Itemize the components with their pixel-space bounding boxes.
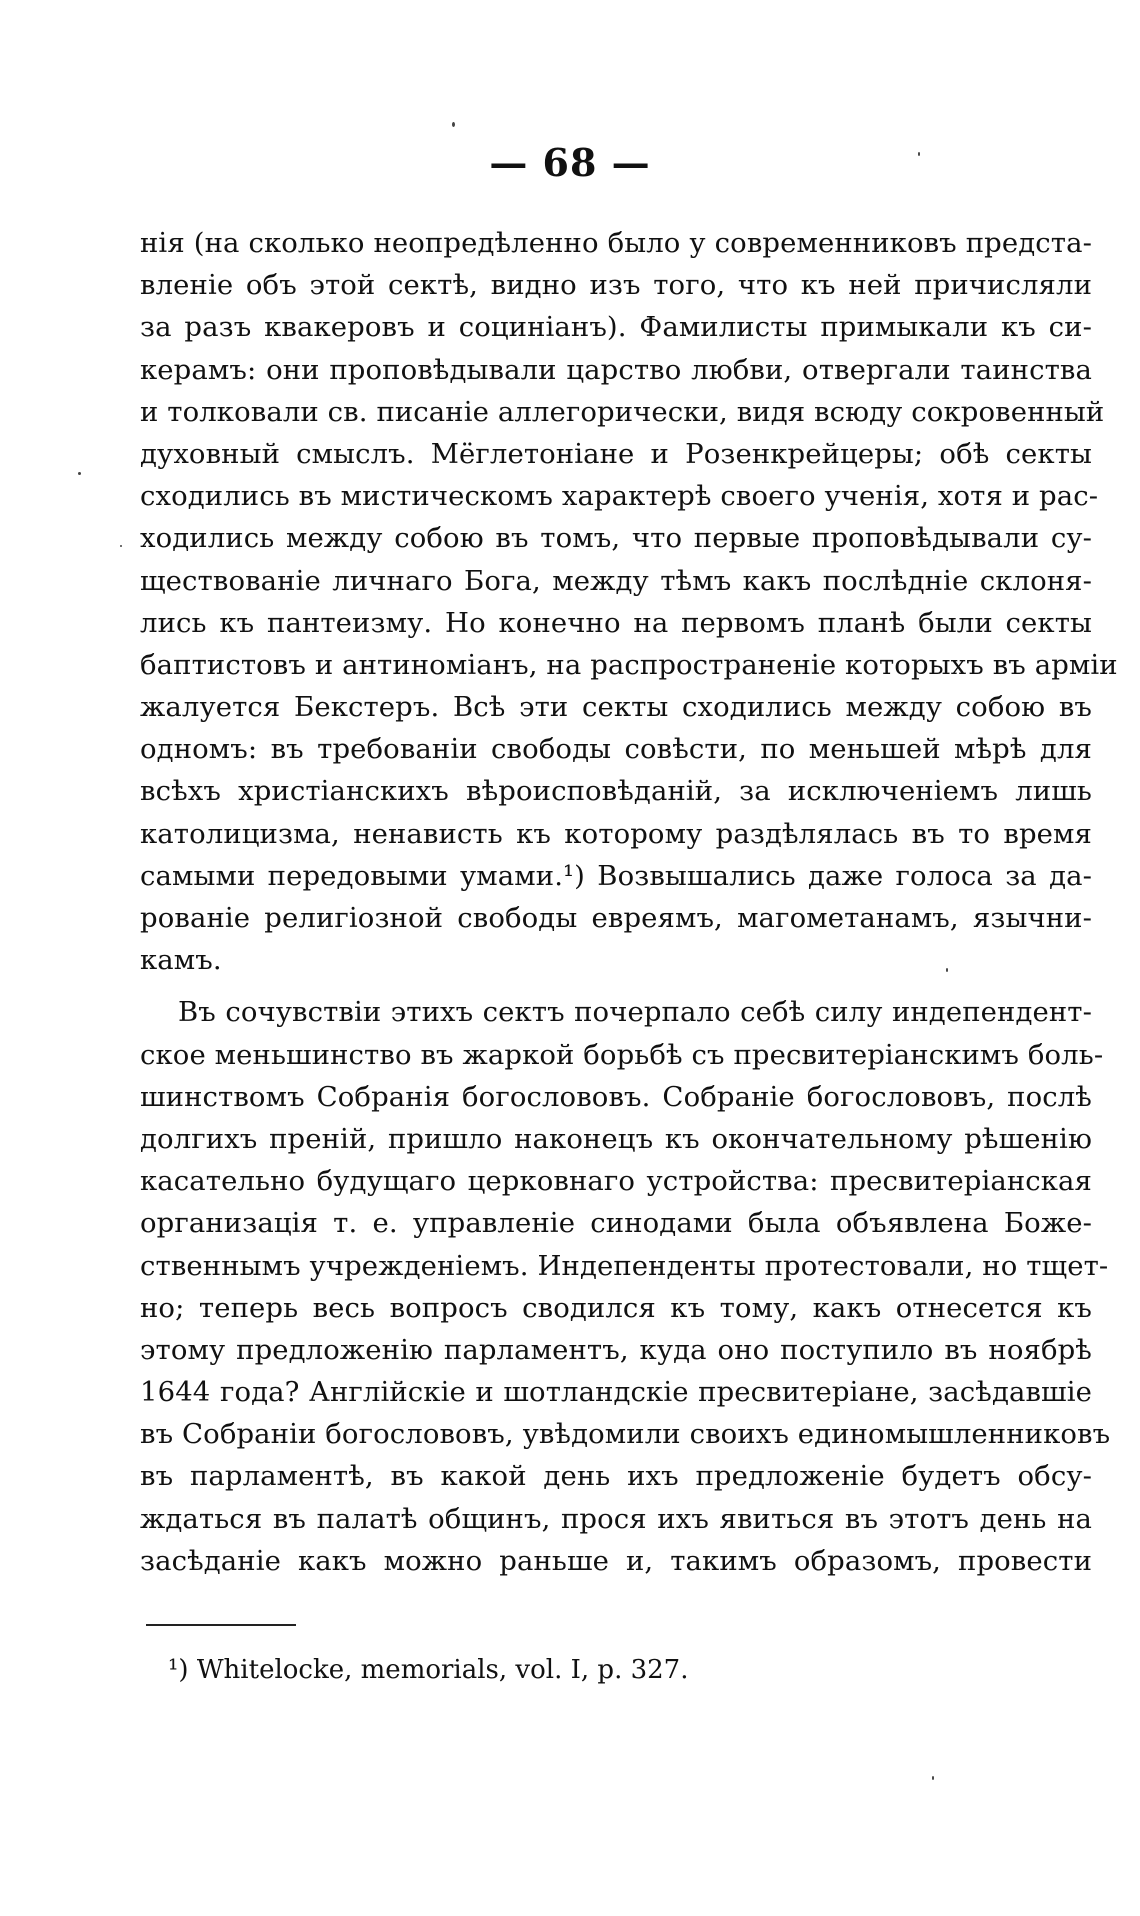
text-line: 1644 года? Англійскіе и шотландскіе пресвитеріане, засѣдавшіе xyxy=(140,1376,1092,1409)
text-line: и толковали св. писаніе аллегорически, видя всюду сокровенный xyxy=(140,395,1105,428)
text-line: касательно будущаго церковнаго устройства: пресвитеріанская xyxy=(140,1165,1092,1198)
scan-speck xyxy=(452,122,455,127)
text-line: въ Собраніи богослововъ, увѣдомили своихъ единомышленниковъ xyxy=(140,1418,1111,1451)
text-line: засѣданіе какъ можно раньше и, такимъ образомъ, провести xyxy=(140,1544,1092,1577)
footnote: ¹) Whitelocke, memorials, vol. I, p. 327. xyxy=(168,1655,689,1685)
text-line: въ парламентѣ, въ какой день ихъ предложеніе будетъ обсу- xyxy=(140,1460,1092,1493)
text-line: ждаться въ палатѣ общинъ, прося ихъ явиться въ этотъ день на xyxy=(140,1502,1092,1535)
scan-speck xyxy=(932,1776,934,1780)
text-line: католицизма, ненависть къ которому раздѣлялась въ то время xyxy=(140,817,1092,850)
text-line: жалуется Бекстеръ. Всѣ эти секты сходились между собою въ xyxy=(140,691,1092,724)
main-text xyxy=(140,222,1118,1582)
scan-speck xyxy=(918,152,920,156)
text-line: ственнымъ учрежденіемъ. Индепенденты протестовали, но тщет- xyxy=(140,1249,1109,1282)
text-line: ществованіе личнаго Бога, между тѣмъ какъ послѣдніе склоня- xyxy=(140,564,1092,597)
text-line: одномъ: въ требованіи свободы совѣсти, по меньшей мѣрѣ для xyxy=(140,733,1092,766)
text-line: шинствомъ Собранія богослововъ. Собраніе богослововъ, послѣ xyxy=(140,1080,1092,1113)
text-line: ское меньшинство въ жаркой борьбѣ съ пресвитеріанскимъ боль- xyxy=(140,1038,1104,1071)
text-line: керамъ: они проповѣдывали царство любви, отвергали таинства xyxy=(140,353,1092,386)
text-line: организація т. е. управленіе синодами была объявлена Боже- xyxy=(140,1207,1092,1240)
text-line: Въ сочувствіи этихъ сектъ почерпало себѣ силу индепендент- xyxy=(178,996,1092,1029)
text-line: за разъ квакеровъ и социніанъ). Фамилисты примыкали къ си- xyxy=(140,311,1092,344)
text-line: долгихъ преній, пришло наконецъ къ окончательному рѣшенію xyxy=(140,1122,1092,1155)
text-line: самыми передовыми умами.¹) Возвышались даже голоса за да- xyxy=(140,859,1092,892)
text-line: вленіе объ этой сектѣ, видно изъ того, что къ ней причисляли xyxy=(140,269,1092,302)
text-line: рованіе религіозной свободы евреямъ, магометанамъ, язычни- xyxy=(140,902,1092,934)
text-line: но; теперь весь вопросъ сводился къ тому, какъ отнесется къ xyxy=(140,1291,1092,1324)
page-number: — 68 — xyxy=(489,140,651,185)
footnote-rule xyxy=(146,1624,296,1626)
text-line: этому предложенію парламентъ, куда оно поступило въ ноябрѣ xyxy=(140,1333,1092,1366)
scan-speck xyxy=(78,472,81,475)
text-line: лись къ пантеизму. Но конечно на первомъ планѣ были секты xyxy=(140,606,1092,639)
text-line: нія (на сколько неопредѣленно было у современниковъ предста- xyxy=(140,227,1092,259)
scan-speck xyxy=(120,545,122,547)
text-line: ходились между собою въ томъ, что первые проповѣдывали су- xyxy=(140,522,1092,555)
text-line: камъ. xyxy=(140,944,222,977)
text-line: всѣхъ христіанскихъ вѣроисповѣданій, за исключеніемъ лишь xyxy=(140,775,1092,808)
text-line: баптистовъ и антиноміанъ, на распространеніе которыхъ въ арміи xyxy=(140,648,1118,681)
paragraph-2 xyxy=(140,991,1111,1582)
paragraph-gap xyxy=(140,981,1092,991)
text-line: духовный смыслъ. Мёглетоніане и Розенкрейцеры; обѣ секты xyxy=(140,437,1092,470)
paragraph-1 xyxy=(140,222,1118,981)
scan-speck xyxy=(946,968,948,972)
text-line: сходились въ мистическомъ характерѣ своего ученія, хотя и рас- xyxy=(140,480,1099,513)
